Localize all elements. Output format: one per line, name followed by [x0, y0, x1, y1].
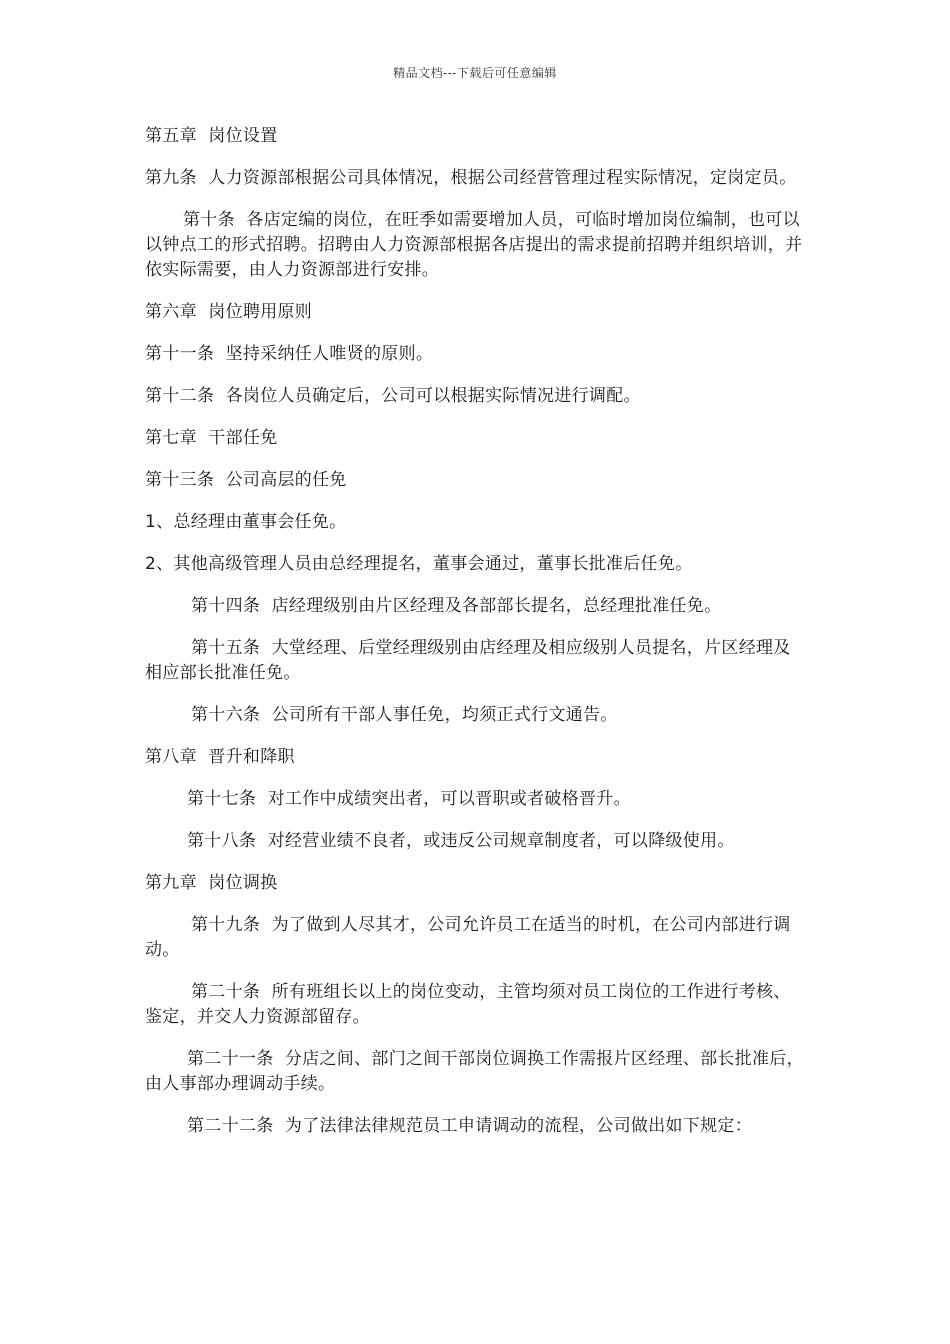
chapter-8-heading: 第八章 晋升和降职 [145, 747, 295, 767]
page-header: 精品文档---下载后可任意编辑 [393, 66, 557, 80]
article-13-item-1: 1、总经理由董事会任免。 [145, 512, 347, 532]
chapter-7-heading: 第七章 干部任免 [145, 428, 278, 448]
chapter-5-heading: 第五章 岗位设置 [145, 126, 278, 146]
article-22: 第二十二条 为了法律法律规范员工申请调动的流程，公司做出如下规定： [187, 1116, 753, 1136]
article-17: 第十七条 对工作中成绩突出者，可以晋职或者破格晋升。 [187, 789, 631, 809]
article-13: 第十三条 公司高层的任免 [145, 470, 347, 490]
article-21: 第二十一条 分店之间、部门之间干部岗位调换工作需报片区经理、部长批准后，由人事部办理调动手续。 [145, 1049, 804, 1094]
article-18: 第十八条 对经营业绩不良者，或违反公司规章制度者，可以降级使用。 [187, 831, 735, 851]
article-15: 第十五条 大堂经理、后堂经理级别由店经理及相应级别人员提名，片区经理及相应部长批准任免。 [145, 638, 791, 683]
chapter-9-heading: 第九章 岗位调换 [145, 873, 278, 893]
article-14: 第十四条 店经理级别由片区经理及各部部长提名，总经理批准任免。 [191, 596, 722, 616]
article-19: 第十九条 为了做到人尽其才，公司允许员工在适当的时机，在公司内部进行调动。 [145, 915, 791, 960]
article-9: 第九条 人力资源部根据公司具体情况，根据公司经营管理过程实际情况，定岗定员。 [145, 168, 797, 188]
article-16: 第十六条 公司所有干部人事任免，均须正式行文通告。 [191, 705, 618, 725]
article-13-item-2: 2、其他高级管理人员由总经理提名，董事会通过，董事长批准后任免。 [145, 554, 693, 574]
article-10: 第十条 各店定编的岗位，在旺季如需要增加人员，可临时增加岗位编制，也可以以钟点工的形式招聘。招聘由人力资源部根据各店提出的需求提前招聘并组织培训，并依实际需要，由人力资源部进行安排。 [145, 210, 803, 280]
article-11: 第十一条 坚持采纳任人唯贤的原则。 [145, 344, 434, 364]
article-20: 第二十条 所有班组长以上的岗位变动，主管均须对员工岗位的工作进行考核、鉴定，并交人力资源部留存。 [145, 982, 791, 1027]
chapter-6-heading: 第六章 岗位聘用原则 [145, 302, 313, 322]
article-12: 第十二条 各岗位人员确定后，公司可以根据实际情况进行调配。 [145, 386, 641, 406]
document-body [145, 124, 805, 1156]
